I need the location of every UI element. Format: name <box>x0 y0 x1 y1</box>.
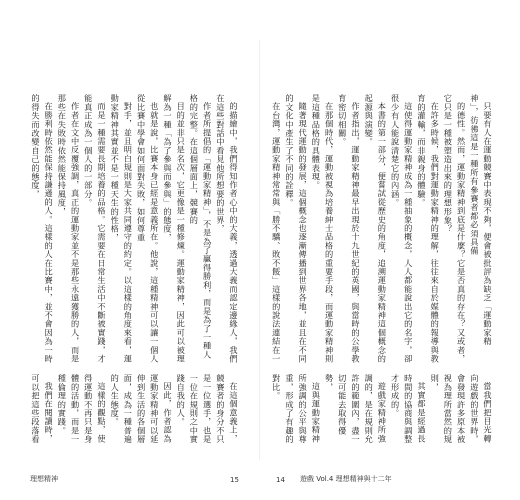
paragraph: 因此，作者認為運動家精神可以延伸到生活的各個層面，成為一種普遍的人生態度。 <box>110 374 173 444</box>
paragraph: 其實都是經過長時間的協商與調整才形成的。 <box>390 374 427 444</box>
paragraph: 作者指出，運動家精神最早出現於十九世紀的英國，與當時的公學教育密切相關。 <box>337 94 361 364</box>
page-number: 15 <box>230 476 239 484</box>
right-page-lower-text <box>272 374 494 450</box>
left-page-upper-text <box>26 94 240 366</box>
paragraph: 也就是說，比賽本身已經是意義所在。他說，這種精神可以讓一個人從比賽中學會如何面對失敗，如何尊重 <box>136 94 160 364</box>
paragraph: 的描繪中，我們得知作者心中的大義，透過大義而認定邊緣人，我們在這些對話中看見他所想要的世界， <box>215 94 239 364</box>
paragraph: 在許多時候，我們對運動家精神的理解，往往來自於媒體的報導與教育的灌輸，而非親身的體驗。 <box>416 94 441 364</box>
running-title: 遊戲 Vol.4 理想精神與十二年 <box>300 475 392 483</box>
paragraph <box>26 94 29 366</box>
paragraph: 的德性。然而，運動家精神到底是什麼？它是否真的存在？又或者，它只是一種被塑造出來的理想形象？ <box>443 94 467 364</box>
right-page <box>260 0 520 500</box>
right-page-upper-text <box>272 94 494 366</box>
paragraph: 這與運動家精神所強調的公平與尊重，形成了有趣的對比。 <box>272 374 322 444</box>
paragraph: 在那個時代，運動被視為培養紳士品格的重要手段，而運動家精神則是這種品格的具體表現。 <box>311 94 335 364</box>
paragraph: 作者在文中反覆強調，真正的運動家並不是那些永遠獲勝的人，而是那些在失敗時依然能保持風度， <box>57 94 81 364</box>
paragraph: 我們在閱讀時，可以把這些段落看 <box>30 374 55 444</box>
paragraph: 作者所提倡的「運動家精神」，不是為了贏得勝利，而是為了一種人格的完整。在這個層面上，競賽的 <box>189 94 213 360</box>
paragraph: 在台灣，運動家精神常常與「勝不驕、敗不餒」這樣的說法連結在一 <box>272 102 282 364</box>
paragraph: 在這個意義上，競賽者的身分不只是一位選手，也是一位在規則之中實踐自我的人。 <box>176 374 239 444</box>
paragraph: 對手，並且明白規則是大家共同遵守的約定。以這樣的角度來看，運動家精神其實並不是一種天生的性格， <box>110 94 134 364</box>
paragraph: 目的並非只是名次，它更像是一種修煉。運動家精神，因此可以被理解為一種「為了參與而參與」的態度， <box>162 94 187 364</box>
paragraph: 在勝利時依然能保持謙遜的人。這樣的人在比賽中，並不會因為一時的得失而改變自己的態度， <box>30 94 55 364</box>
paragraph: 這樣的觀點，使得運動不再只是身體的活動，而是一種倫理的實踐。 <box>57 374 107 444</box>
paragraph: 而是一種需要長期培養的品格。它需要在日常生活中不斷被實踐，才能真正成為一個人的一部分。 <box>83 94 107 364</box>
left-page-lower-text <box>26 374 240 450</box>
paragraph: 隨著現代運動的發展，這個概念也逐漸傳播到世界各地，並且在不同的文化中產生了不同的詮釋。 <box>284 94 309 364</box>
paragraph: 遊戲家精神所強調的，是在規則允許的範圍內，盡一切可能去取得優勢， <box>324 374 388 444</box>
paragraph: 當我們把目光轉向遊戲的世界時，會發現許多原本被視為理所當然的規則， <box>430 374 493 444</box>
paragraph: 本書的第一部分，便嘗試從歷史的角度，追溯運動家精神這個概念的起源與演變。 <box>364 94 388 364</box>
running-title: 理想精神 <box>30 475 58 483</box>
page-number: 14 <box>276 476 285 484</box>
paragraph: 只要有人在運動競賽中表現不夠，便會被批評為缺乏「運動家精神」，彷彿這是一種所有參賽者都必須具備 <box>469 94 493 346</box>
paragraph: 這使得運動家精神成為一種抽象的概念，人人都能說出它的名字，卻很少有人能說清楚它的內涵。 <box>390 94 414 364</box>
